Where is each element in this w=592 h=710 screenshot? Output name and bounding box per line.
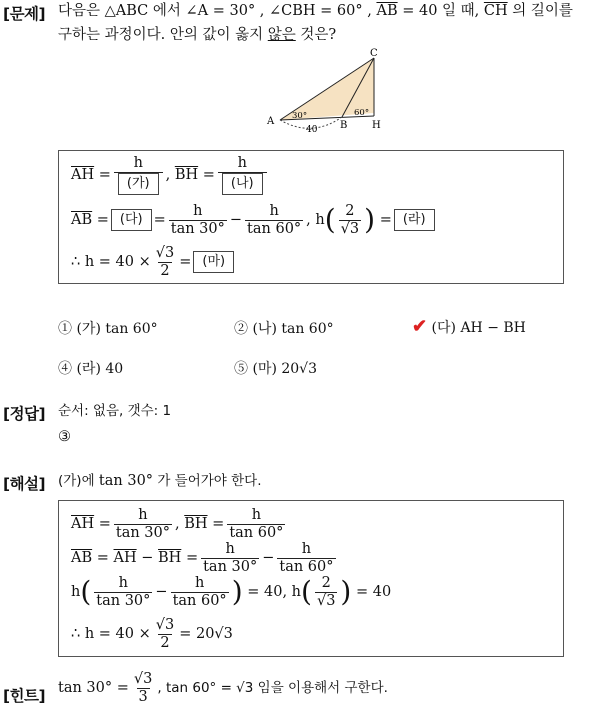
blank-ma: (마) xyxy=(193,251,234,273)
problem-line-2: 구하는 과정이다. 안의 값이 옳지 않은 것은? xyxy=(58,27,337,43)
process-row-1: $\overline{AH}$ = $\frac{h}{\text{(가)}}$ , $\overline{BH}$ = $\frac{h}{\text{(나)}}$ xyxy=(71,155,270,195)
checkmark-icon: ✔ xyxy=(412,316,428,337)
vertex-a: A xyxy=(267,116,275,127)
option-4[interactable]: ④ (라) 40 xyxy=(58,361,124,377)
vertex-c: C xyxy=(370,48,378,59)
process-row-2: $\overline{AB}$ = (다) = $\frac{h}{\tan 30^\circ}$ − $\frac{h}{\tan 60^\circ}$ , h ( $\frac{2}{√3}$ ) = (라) xyxy=(71,203,437,237)
problem-line-1: 다음은 △ABC 에서 ∠A = 30° , ∠CBH = 60° , $\overline{AB} = 40$ 일 때, $\overline{CH}$ 의 길이를 xyxy=(58,3,573,19)
vertex-b: B xyxy=(340,120,348,131)
answer-line-1: 순서: 없음, 갯수: 1 xyxy=(58,403,172,419)
triangle-figure xyxy=(262,48,392,136)
vertex-h: H xyxy=(372,120,381,131)
explain-row-1: $\overline{AH}$ = $\frac{h}{\tan 30^\circ}$ , $\overline{BH}$ = $\frac{h}{\tan 60^\circ}$ xyxy=(71,507,284,541)
process-box xyxy=(58,150,564,284)
answer-label: [정답] xyxy=(3,405,46,423)
explain-label: [해설] xyxy=(3,475,46,493)
option-3[interactable]: ✔ (다) AH − BH xyxy=(412,316,526,337)
hint-line: tan 30° = $\frac{√3}{3}$ , tan 60° = √3 임을 이용해서 구한다. xyxy=(58,670,388,705)
problem-label: [문제] xyxy=(3,5,46,23)
option-1[interactable]: ① (가) tan 60° xyxy=(58,321,158,337)
blank-ra: (라) xyxy=(394,209,435,231)
option-5[interactable]: ⑤ (마) 20√3 xyxy=(234,361,317,377)
explain-row-3: h ( $\frac{h}{\tan 30^\circ}$ − $\frac{h}{\tan 60^\circ}$ ) = 40, h ( $\frac{2}{√3}$ ) = 40 xyxy=(71,575,392,609)
base-length-label: 40 xyxy=(306,125,318,135)
blank-ga: (가) xyxy=(118,173,159,195)
angle-a-label: 30° xyxy=(292,111,308,121)
hint-label: [힌트] xyxy=(3,687,46,705)
explain-box xyxy=(58,500,564,657)
blank-na: (나) xyxy=(222,173,263,195)
blank-da: (다) xyxy=(111,209,152,231)
option-2[interactable]: ② (나) tan 60° xyxy=(234,321,334,337)
explain-intro: (가)에 tan 30° 가 들어가야 한다. xyxy=(58,473,262,489)
answer-line-2: ③ xyxy=(58,429,71,445)
angle-b-label: 60° xyxy=(354,108,370,118)
process-row-3: ∴ h = 40 × $\frac{√3}{2}$ = (마) xyxy=(71,245,236,279)
explain-row-2: $\overline{AB}$ = $\overline{AH}$ − $\overline{BH}$ = $\frac{h}{\tan 30^\circ}$ − $\frac{h}{\tan 60^\circ}$ xyxy=(71,541,334,575)
explain-row-4: ∴ h = 40 × $\frac{√3}{2}$ = 20√3 xyxy=(71,617,233,651)
